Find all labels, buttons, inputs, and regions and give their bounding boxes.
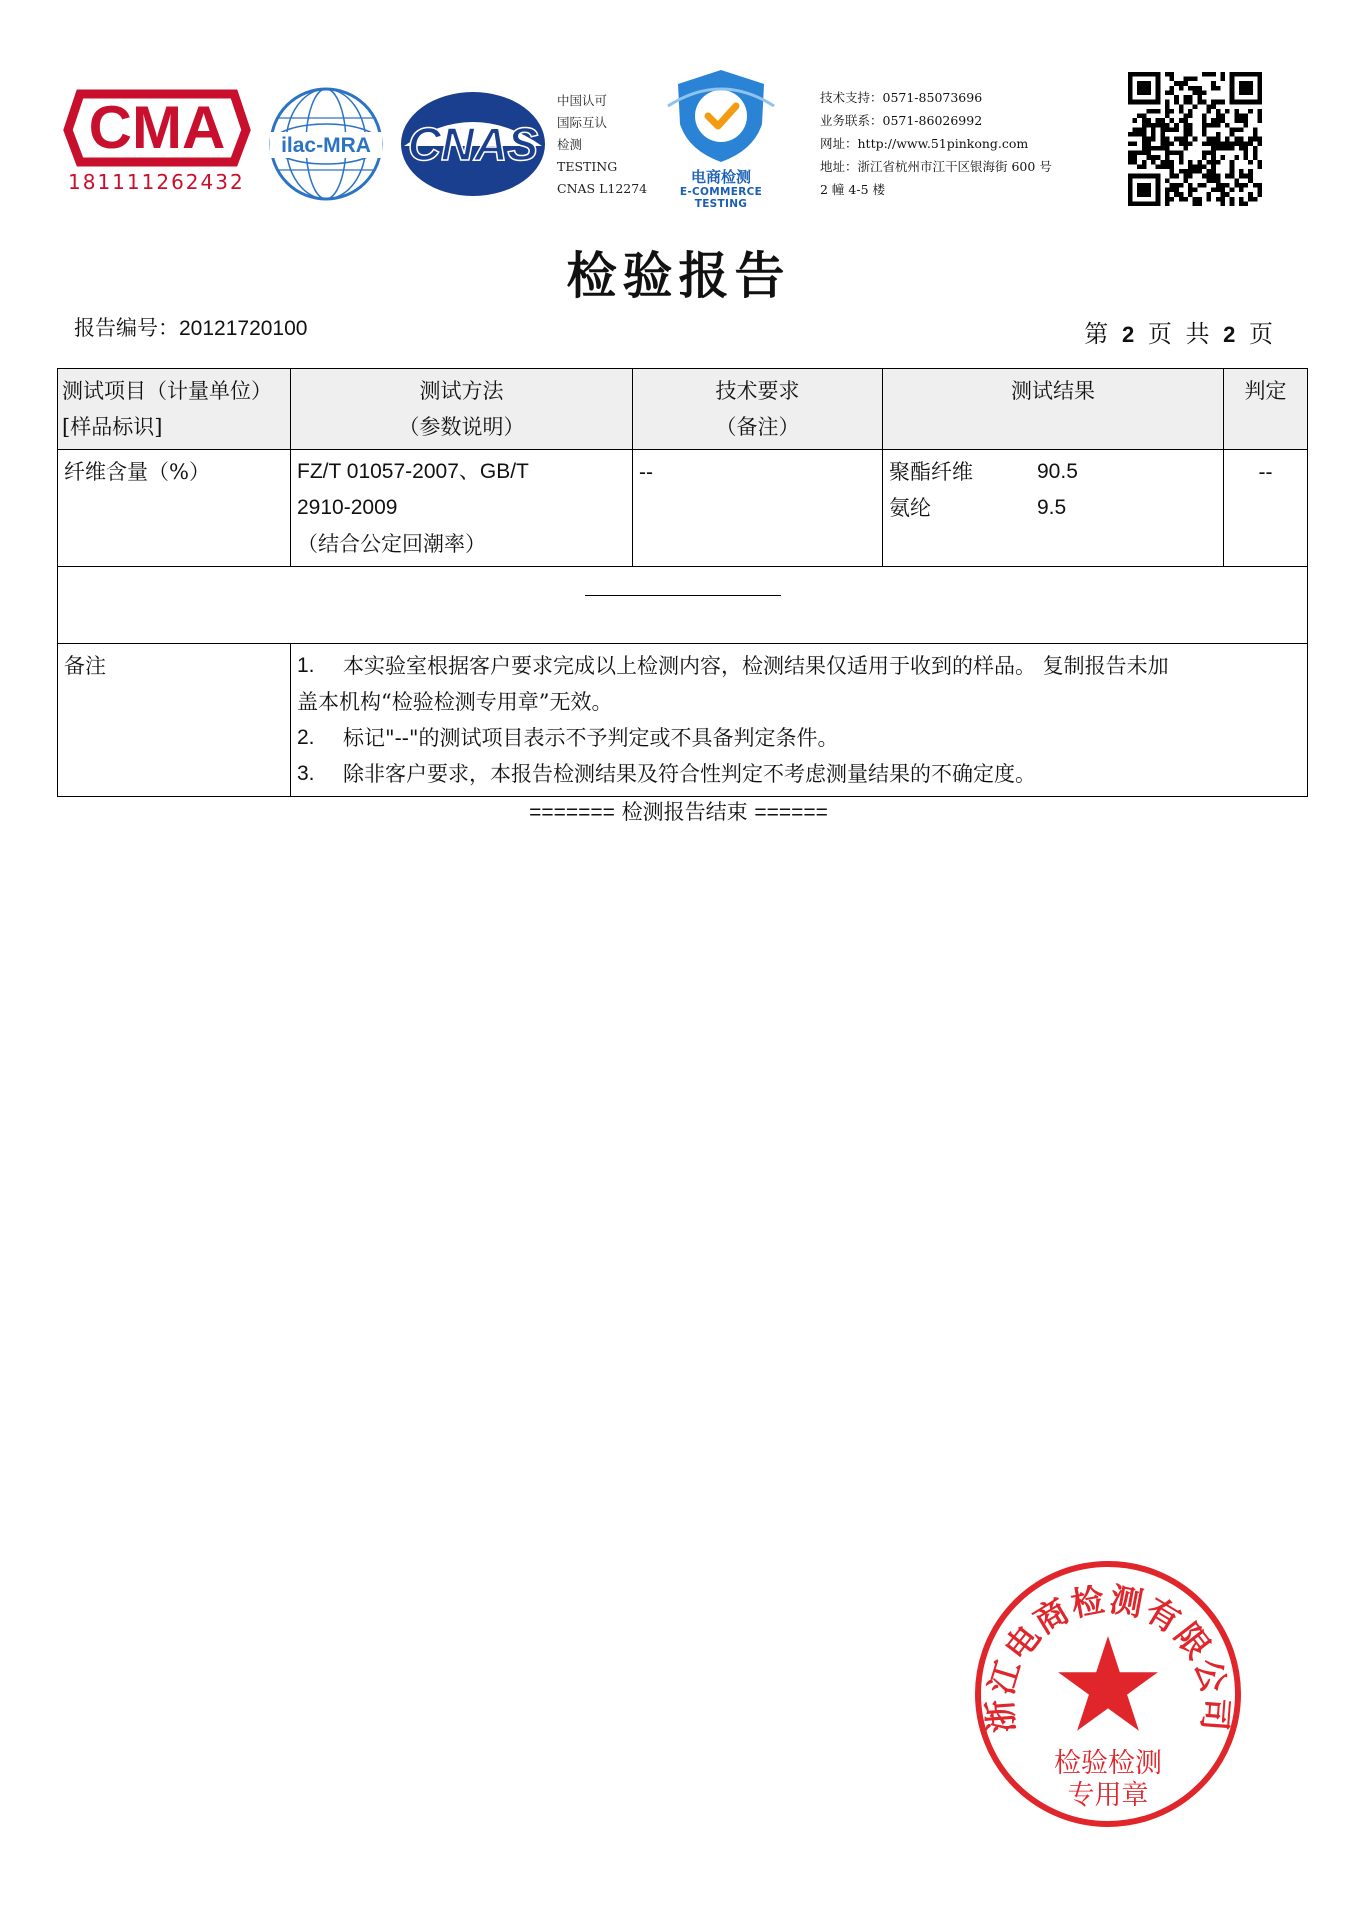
cma-logo-text: CMA bbox=[88, 94, 226, 161]
notes-row bbox=[58, 644, 1308, 797]
address-line-1: 地址：浙江省杭州市江干区银海街 600 号 bbox=[820, 159, 1052, 174]
cell-test-item: 纤维含量（%） bbox=[58, 450, 291, 567]
cnas-mark-icon bbox=[398, 90, 548, 198]
ecommerce-testing-logo bbox=[654, 66, 788, 210]
page-total: 2 bbox=[1223, 322, 1236, 347]
cma-number: 181111262432 bbox=[68, 170, 245, 194]
ilac-globe-icon bbox=[268, 86, 384, 202]
website: 网址：http://www.51pinkong.com bbox=[820, 136, 1029, 151]
seal-icon bbox=[972, 1558, 1244, 1830]
header-test-item: 测试项目（计量单位） [样品标识] bbox=[58, 369, 291, 450]
table-separator-row bbox=[58, 567, 1308, 644]
cell-requirement: -- bbox=[633, 450, 883, 567]
cma-logo bbox=[62, 86, 252, 198]
table-header-row bbox=[58, 369, 1308, 450]
notes-content bbox=[291, 644, 1308, 797]
business-phone: 业务联系：0571-86026992 bbox=[820, 113, 983, 128]
page-suffix: 页 bbox=[1249, 320, 1273, 348]
cnas-info-line: CNAS L12274 bbox=[557, 181, 648, 196]
header-judgement: 判定 bbox=[1224, 369, 1308, 450]
test-results-table bbox=[57, 368, 1308, 797]
note-item-continuation: 盖本机构“检验检测专用章”无效。 bbox=[297, 690, 613, 714]
ilac-logo-text: ilac-MRA bbox=[281, 134, 371, 157]
page-current: 2 bbox=[1121, 322, 1135, 347]
header-requirement: 技术要求 （备注） bbox=[633, 369, 883, 450]
page-prefix: 第 bbox=[1084, 320, 1109, 348]
result-pair: 氨纶 9.5 bbox=[889, 496, 1067, 520]
cell-judgement: -- bbox=[1224, 450, 1308, 567]
report-number-value: 20121720100 bbox=[179, 317, 308, 340]
result-pair: 聚酯纤维 90.5 bbox=[889, 460, 1078, 484]
cnas-logo-text: CNAS bbox=[407, 118, 539, 170]
star-icon bbox=[1058, 1636, 1158, 1731]
header-result: 测试结果 bbox=[883, 369, 1224, 450]
svg-text:浙江电商检测有限公司: 浙江电商检测有限公司 bbox=[980, 1579, 1236, 1735]
cnas-accreditation-info bbox=[557, 90, 647, 200]
table-row bbox=[58, 450, 1308, 567]
cell-test-method: FZ/T 01057-2007、GB/T 2910-2009 （结合公定回潮率） bbox=[291, 450, 633, 567]
cnas-logo bbox=[398, 90, 548, 198]
svg-text:检验检测: 检验检测 bbox=[1054, 1748, 1162, 1779]
page-indicator bbox=[1084, 314, 1273, 349]
contact-info bbox=[820, 86, 1052, 201]
ilac-mra-logo bbox=[268, 86, 384, 202]
address-line-2: 2 幢 4-5 楼 bbox=[820, 182, 886, 197]
note-item: 2. 标记"--"的测试项目表示不予判定或不具备判定条件。 bbox=[297, 726, 839, 750]
note-item: 3. 除非客户要求，本报告检测结果及符合性判定不考虑测量结果的不确定度。 bbox=[297, 762, 1036, 786]
report-end-marker: ======= 检测报告结束 ====== bbox=[529, 800, 828, 824]
notes-label: 备注 bbox=[58, 644, 291, 797]
cell-result bbox=[883, 450, 1224, 567]
cnas-info-line: 检测 bbox=[557, 137, 583, 152]
page-title: 检验报告 bbox=[566, 247, 791, 305]
report-number bbox=[74, 312, 307, 342]
cma-mark-icon bbox=[62, 86, 252, 168]
cnas-info-line: TESTING bbox=[557, 159, 618, 174]
cnas-info-line: 中国认可 bbox=[557, 93, 608, 108]
ecommerce-logo-en: E-COMMERCE TESTING bbox=[679, 186, 763, 210]
ecommerce-logo-cn: 电商检测 bbox=[690, 168, 751, 186]
blank-row-cell bbox=[58, 567, 1308, 644]
header-test-method: 测试方法 （参数说明） bbox=[291, 369, 633, 450]
svg-text:专用章: 专用章 bbox=[1067, 1780, 1149, 1811]
page-middle: 页 共 bbox=[1147, 320, 1210, 348]
note-item: 1. 本实验室根据客户要求完成以上检测内容，检测结果仅适用于收到的样品。 复制报告未加 bbox=[297, 654, 1169, 678]
blank-line-divider bbox=[585, 595, 781, 596]
cnas-info-line: 国际互认 bbox=[557, 115, 608, 130]
report-number-label: 报告编号： bbox=[74, 316, 179, 340]
shield-check-icon bbox=[654, 66, 788, 166]
official-seal-stamp bbox=[972, 1558, 1244, 1830]
qr-code-icon bbox=[1128, 72, 1262, 206]
tech-support-phone: 技术支持：0571-85073696 bbox=[820, 90, 983, 105]
